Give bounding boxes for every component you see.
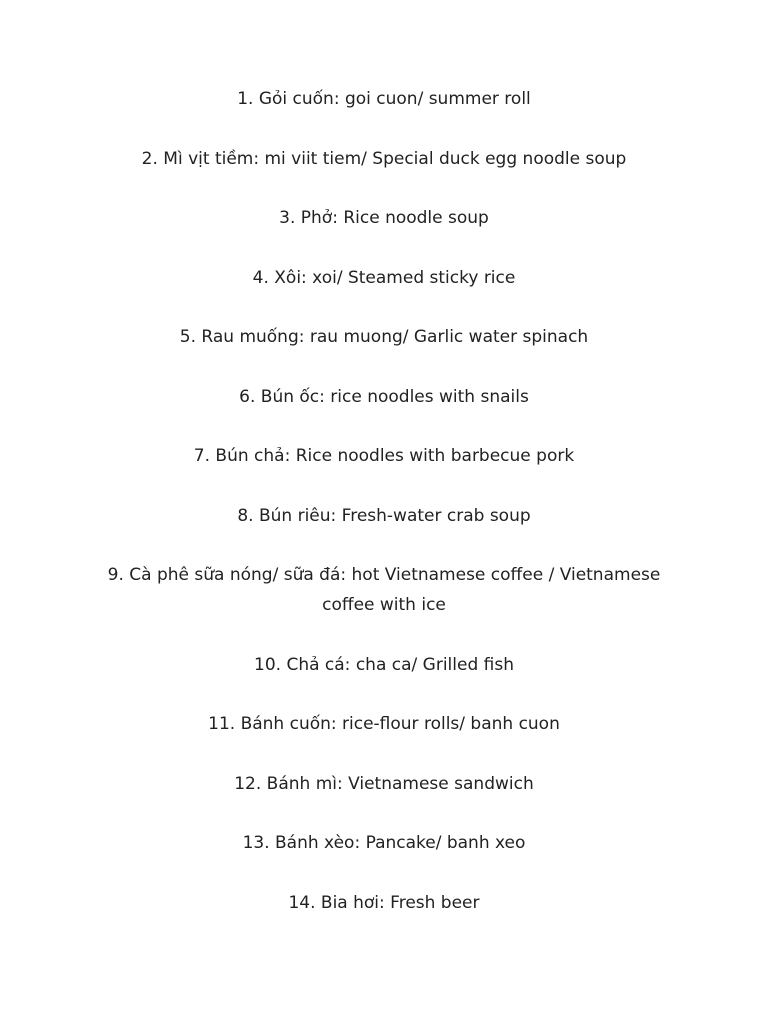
list-item: 4. Xôi: xoi/ Steamed sticky rice <box>252 267 516 288</box>
list-item: 12. Bánh mì: Vietnamese sandwich <box>234 773 534 794</box>
list-item: 10. Chả cá: cha ca/ Grilled fish <box>254 654 514 675</box>
list-item: 5. Rau muống: rau muong/ Garlic water spinach <box>179 327 589 347</box>
list-item: 1. Gỏi cuốn: goi cuon/ summer roll <box>237 89 531 109</box>
list-item: 3. Phở: Rice noodle soup <box>279 208 489 228</box>
list-item: 14. Bia hơi: Fresh beer <box>288 892 480 913</box>
list-item: 7. Bún chả: Rice noodles with barbecue pork <box>193 446 575 466</box>
list-item: 6. Bún ốc: rice noodles with snails <box>239 386 529 407</box>
list-item: 11. Bánh cuốn: rice-flour rolls/ banh cuon <box>208 714 560 734</box>
food-list <box>100 84 668 947</box>
list-item: 8. Bún riêu: Fresh-water crab soup <box>237 505 531 526</box>
list-item: 2. Mì vịt tiềm: mi viit tiem/ Special duck egg noodle soup <box>141 148 627 169</box>
list-item: 9. Cà phê sữa nóng/ sữa đá: hot Vietnamese coffee / Vietnamese coffee with ice <box>107 565 661 615</box>
list-item: 13. Bánh xèo: Pancake/ banh xeo <box>242 833 526 853</box>
